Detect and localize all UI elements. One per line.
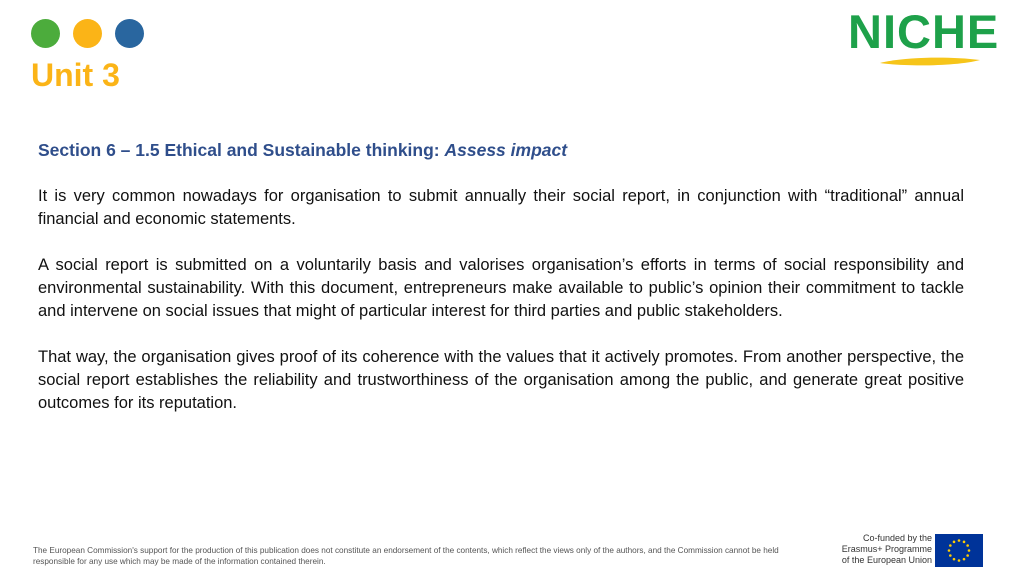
yellow-dot-icon [73,19,102,48]
eu-star-icon [966,544,969,547]
logo-swoosh-icon [878,54,982,68]
eu-star-icon [949,554,952,557]
blue-dot-icon [115,19,144,48]
section-title [38,139,964,162]
eu-star-icon [953,541,956,544]
paragraph-3: That way, the organisation gives proof of its coherence with the values that it actively promotes. From another perspective, the social report establishes the reliability and trustworthiness of the organisation among the public, and generate great positive outcomes for its reputation. [38,348,964,412]
cofunded-text [832,533,932,566]
eu-flag-icon [935,534,983,567]
unit-label: Unit 3 [31,57,120,93]
eu-star-icon [963,558,966,561]
section-title-prefix: Section 6 – 1.5 Ethical and Sustainable thinking: [38,140,445,160]
niche-logo-text: NICHE [848,5,1000,58]
eu-star-icon [968,549,971,552]
eu-star-icon [958,559,961,562]
green-dot-icon [31,19,60,48]
eu-star-icon [963,541,966,544]
eu-star-icon [958,539,961,542]
disclaimer-text: The European Commission's support for the production of this publication does not constitute an endorsement of the contents, which reflect the views only of the authors, and the Commission cannot be held responsible for any use which may be made of the information contained therein. [33,546,779,566]
eu-star-icon [948,549,951,552]
eu-star-icon [966,554,969,557]
paragraph-1: It is very common nowadays for organisation to submit annually their social report, in conjunction with “traditional” annual financial and economic statements. [38,187,964,228]
eu-star-icon [949,544,952,547]
cofunded-line-2: Erasmus+ Programme [841,544,932,554]
cofunded-line-3: of the European Union [841,555,932,565]
paragraph-2: A social report is submitted on a voluntarily basis and valorises organisation’s efforts in terms of social responsibility and environmental sustainability. With this document, entrepreneurs make available to public’s opinion their commitment to tackle and intervene on social issues that might of particular interest for third parties and public stakeholders. [38,256,964,320]
niche-logo [848,6,1013,70]
eu-star-icon [953,558,956,561]
main-content [38,139,964,438]
cofunded-line-1: Co-funded by the [862,533,932,543]
section-title-emphasis: Assess impact [444,140,568,160]
